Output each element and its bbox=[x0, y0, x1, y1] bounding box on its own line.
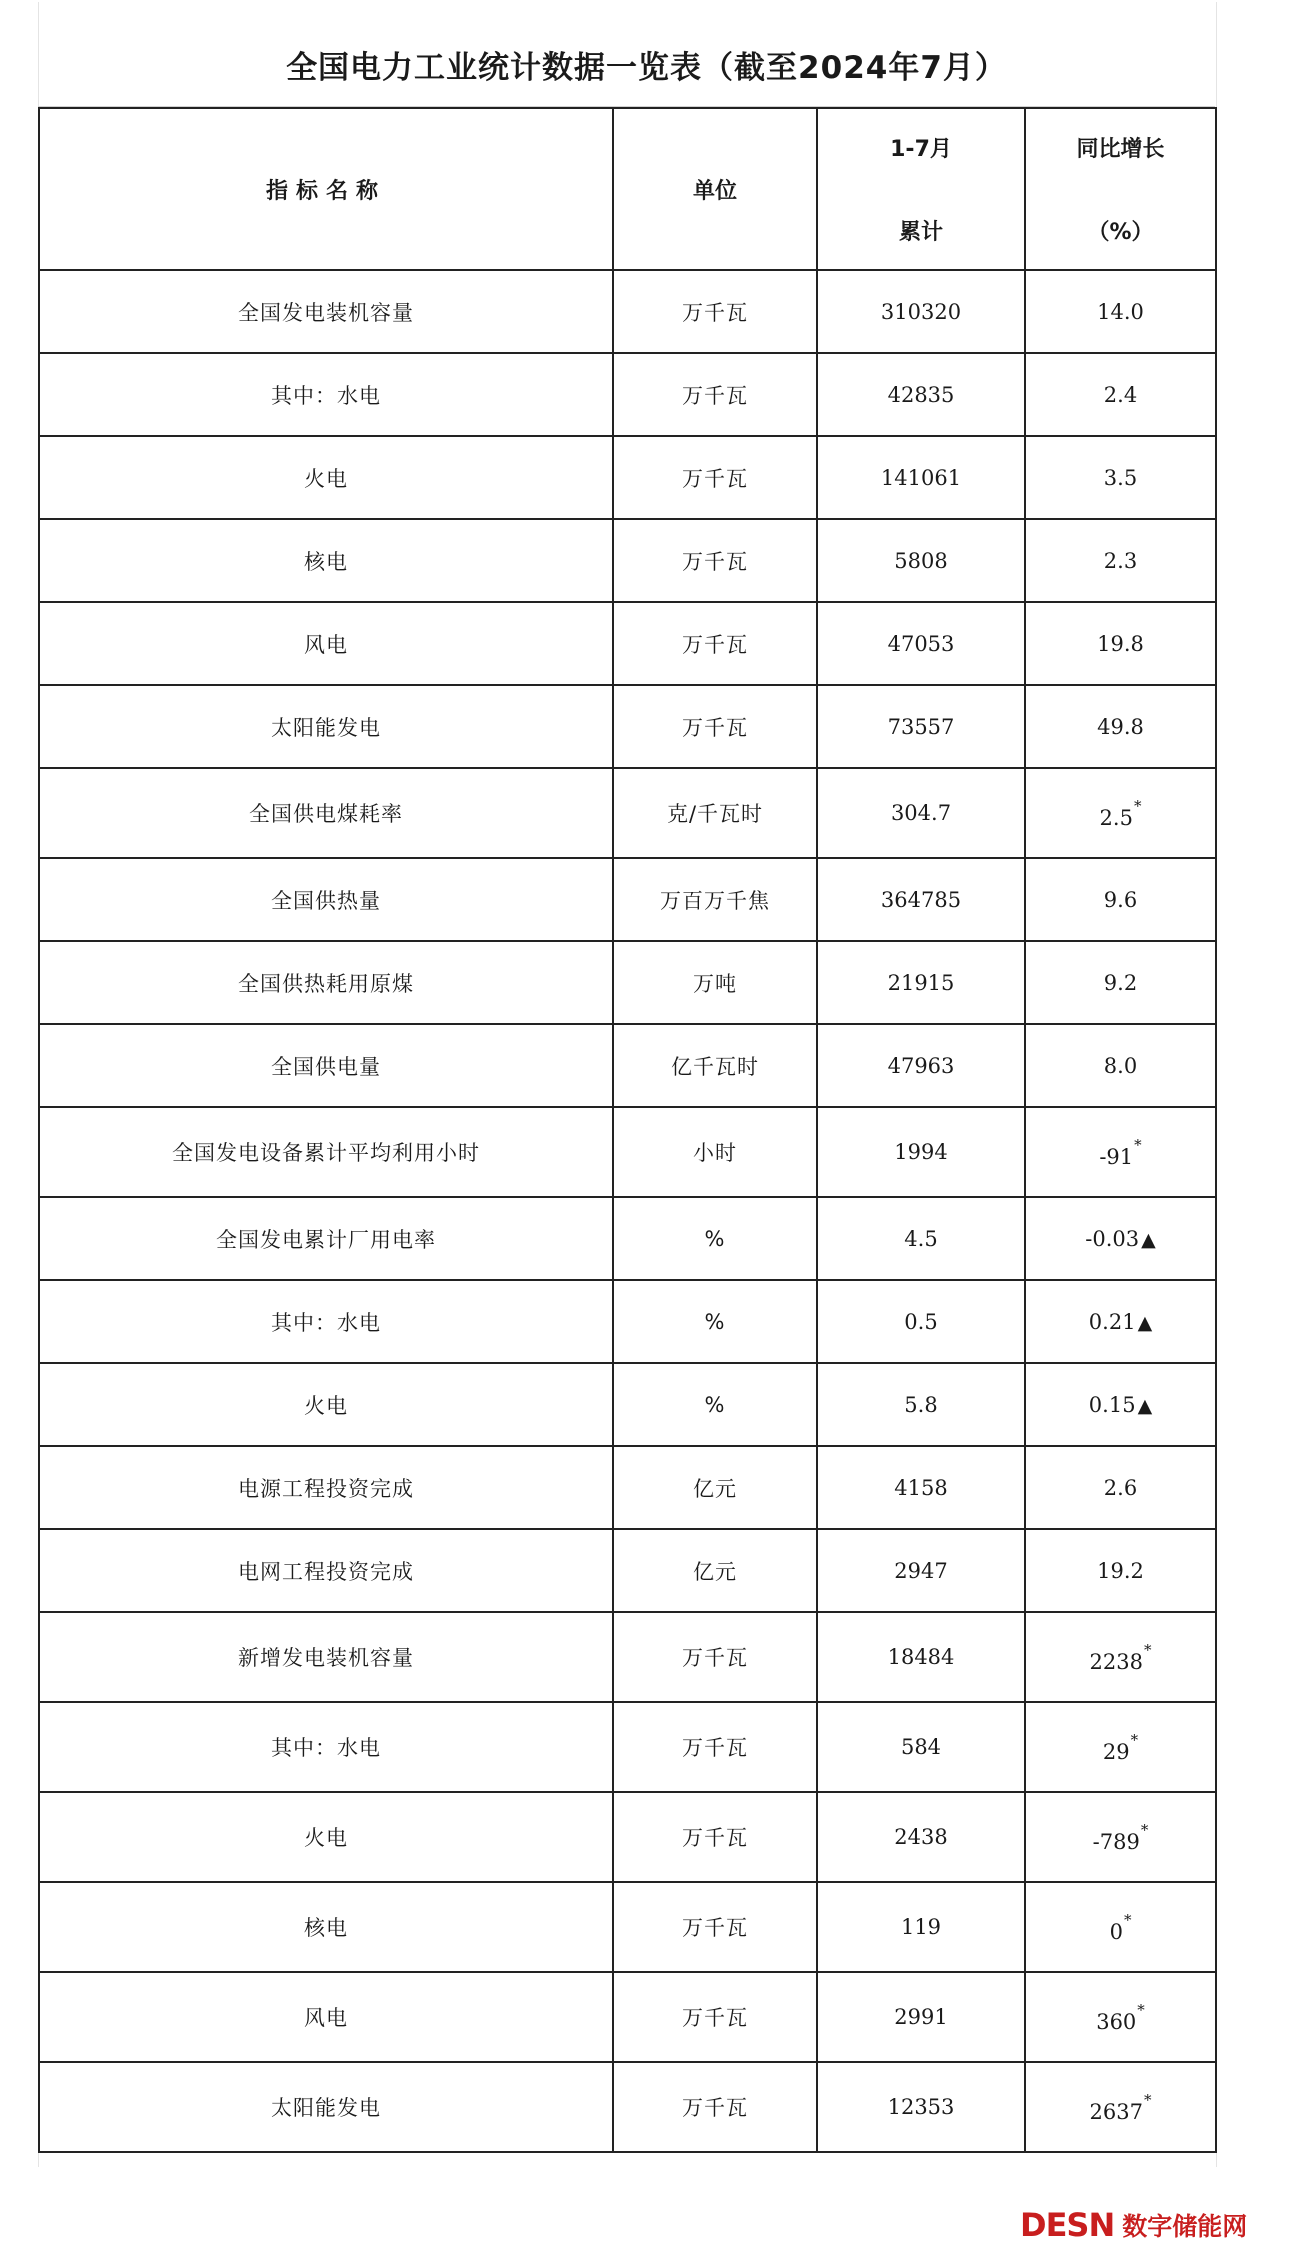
cumulative-value-cell: 47963 bbox=[817, 1024, 1025, 1107]
header-cumulative-period: 1-7月 bbox=[890, 137, 952, 162]
yoy-value: 2.4 bbox=[1103, 382, 1138, 407]
cumulative-value-cell: 18484 bbox=[817, 1612, 1025, 1702]
table-row bbox=[39, 685, 1216, 768]
yoy-value: 2.5 bbox=[1099, 805, 1133, 830]
cumulative-value-cell: 2438 bbox=[817, 1792, 1025, 1882]
cumulative-value-cell: 73557 bbox=[817, 685, 1025, 768]
header-yoy-label: 同比增长 bbox=[1076, 137, 1165, 162]
unit-cell: 亿元 bbox=[613, 1529, 817, 1612]
statistics-table bbox=[38, 107, 1217, 2153]
asterisk-note-mark: * bbox=[1130, 1730, 1139, 1749]
cumulative-value-cell: 47053 bbox=[817, 602, 1025, 685]
indicator-name-cell: 核电 bbox=[39, 519, 613, 602]
yoy-growth-cell bbox=[1025, 1363, 1216, 1446]
indicator-name-cell: 其中：水电 bbox=[39, 1702, 613, 1792]
header-cumulative-label: 累计 bbox=[898, 220, 943, 245]
header-yoy bbox=[1025, 108, 1216, 270]
asterisk-note-mark: * bbox=[1133, 796, 1142, 815]
indicator-name-cell: 风电 bbox=[39, 602, 613, 685]
indicator-name-cell: 全国供电煤耗率 bbox=[39, 768, 613, 858]
yoy-value: -91 bbox=[1099, 1144, 1134, 1169]
asterisk-note-mark: * bbox=[1134, 1135, 1142, 1154]
logo-text: 数字储能网 bbox=[1122, 2212, 1248, 2241]
yoy-growth-cell bbox=[1025, 1972, 1216, 2062]
table-row bbox=[39, 941, 1216, 1024]
indicator-name-cell: 核电 bbox=[39, 1882, 613, 1972]
table-header-row bbox=[39, 108, 1216, 270]
table-row bbox=[39, 768, 1216, 858]
unit-cell: 万千瓦 bbox=[613, 2062, 817, 2152]
table-row bbox=[39, 1363, 1216, 1446]
indicator-name-cell: 其中：水电 bbox=[39, 353, 613, 436]
table-row bbox=[39, 1280, 1216, 1363]
unit-cell: 万千瓦 bbox=[613, 270, 817, 353]
table-row bbox=[39, 1882, 1216, 1972]
indicator-name-cell: 全国发电累计厂用电率 bbox=[39, 1197, 613, 1280]
table-row bbox=[39, 519, 1216, 602]
cumulative-value-cell: 119 bbox=[817, 1882, 1025, 1972]
yoy-growth-cell bbox=[1025, 1107, 1216, 1197]
indicator-name-cell: 其中：水电 bbox=[39, 1280, 613, 1363]
yoy-value: 19.8 bbox=[1097, 631, 1144, 656]
unit-cell: 克/千瓦时 bbox=[613, 768, 817, 858]
table-row bbox=[39, 1972, 1216, 2062]
cumulative-value-cell: 304.7 bbox=[817, 768, 1025, 858]
yoy-growth-cell bbox=[1025, 1792, 1216, 1882]
table-row bbox=[39, 1107, 1216, 1197]
table-row bbox=[39, 1024, 1216, 1107]
yoy-growth-cell bbox=[1025, 1882, 1216, 1972]
logo-mark: DESN bbox=[1020, 2206, 1115, 2244]
yoy-value: 2.6 bbox=[1103, 1475, 1138, 1500]
indicator-name-cell: 风电 bbox=[39, 1972, 613, 2062]
cumulative-value-cell: 141061 bbox=[817, 436, 1025, 519]
unit-cell: 亿元 bbox=[613, 1446, 817, 1529]
cumulative-value-cell: 4158 bbox=[817, 1446, 1025, 1529]
cumulative-value-cell: 2991 bbox=[817, 1972, 1025, 2062]
triangle-note-mark: ▲ bbox=[1141, 1228, 1156, 1251]
unit-cell: % bbox=[613, 1363, 817, 1446]
cumulative-value-cell: 364785 bbox=[817, 858, 1025, 941]
yoy-growth-cell bbox=[1025, 1446, 1216, 1529]
yoy-value: -789 bbox=[1092, 1829, 1140, 1854]
cumulative-value-cell: 12353 bbox=[817, 2062, 1025, 2152]
page-title: 全国电力工业统计数据一览表（截至2024年7月） bbox=[286, 50, 1007, 86]
unit-cell: 万吨 bbox=[613, 941, 817, 1024]
cumulative-value-cell: 310320 bbox=[817, 270, 1025, 353]
indicator-name-cell: 电源工程投资完成 bbox=[39, 1446, 613, 1529]
indicator-name-cell: 全国供热量 bbox=[39, 858, 613, 941]
yoy-growth-cell bbox=[1025, 2062, 1216, 2152]
table-row bbox=[39, 2062, 1216, 2152]
unit-cell: 亿千瓦时 bbox=[613, 1024, 817, 1107]
yoy-value: 2238 bbox=[1089, 1649, 1143, 1674]
cumulative-value-cell: 21915 bbox=[817, 941, 1025, 1024]
yoy-value: 360 bbox=[1096, 2009, 1137, 2034]
yoy-value: 2637 bbox=[1089, 2099, 1143, 2124]
table-row bbox=[39, 1197, 1216, 1280]
unit-cell: 小时 bbox=[613, 1107, 817, 1197]
header-cumulative bbox=[817, 108, 1025, 270]
unit-cell: 万千瓦 bbox=[613, 1972, 817, 2062]
yoy-value: 49.8 bbox=[1097, 714, 1144, 739]
unit-cell: 万千瓦 bbox=[613, 353, 817, 436]
yoy-value: 9.2 bbox=[1103, 970, 1138, 995]
indicator-name-cell: 全国供电量 bbox=[39, 1024, 613, 1107]
indicator-name-cell: 电网工程投资完成 bbox=[39, 1529, 613, 1612]
yoy-growth-cell bbox=[1025, 1612, 1216, 1702]
yoy-growth-cell bbox=[1025, 1197, 1216, 1280]
indicator-name-cell: 火电 bbox=[39, 436, 613, 519]
yoy-value: -0.03 bbox=[1085, 1226, 1140, 1251]
table-row bbox=[39, 1612, 1216, 1702]
indicator-name-cell: 火电 bbox=[39, 1792, 613, 1882]
yoy-growth-cell bbox=[1025, 436, 1216, 519]
table-body bbox=[39, 270, 1216, 2152]
yoy-value: 29 bbox=[1102, 1739, 1130, 1764]
cumulative-value-cell: 4.5 bbox=[817, 1197, 1025, 1280]
yoy-growth-cell bbox=[1025, 941, 1216, 1024]
indicator-name-cell: 太阳能发电 bbox=[39, 2062, 613, 2152]
unit-cell: % bbox=[613, 1197, 817, 1280]
indicator-name-cell: 火电 bbox=[39, 1363, 613, 1446]
yoy-value: 0.15 bbox=[1088, 1392, 1136, 1417]
unit-cell: 万千瓦 bbox=[613, 436, 817, 519]
yoy-value: 0.21 bbox=[1088, 1309, 1136, 1334]
cumulative-value-cell: 584 bbox=[817, 1702, 1025, 1792]
cumulative-value-cell: 0.5 bbox=[817, 1280, 1025, 1363]
cumulative-value-cell: 5808 bbox=[817, 519, 1025, 602]
unit-cell: 万千瓦 bbox=[613, 685, 817, 768]
asterisk-note-mark: * bbox=[1143, 1640, 1152, 1659]
header-indicator-name: 指标名称 bbox=[39, 108, 613, 270]
yoy-growth-cell bbox=[1025, 768, 1216, 858]
asterisk-note-mark: * bbox=[1123, 1910, 1132, 1929]
triangle-note-mark: ▲ bbox=[1137, 1394, 1153, 1417]
yoy-growth-cell bbox=[1025, 685, 1216, 768]
unit-cell: 万千瓦 bbox=[613, 1882, 817, 1972]
indicator-name-cell: 全国供热耗用原煤 bbox=[39, 941, 613, 1024]
yoy-growth-cell bbox=[1025, 858, 1216, 941]
unit-cell: 万千瓦 bbox=[613, 602, 817, 685]
yoy-value: 3.5 bbox=[1103, 465, 1138, 490]
yoy-value: 14.0 bbox=[1097, 299, 1144, 324]
table-row bbox=[39, 858, 1216, 941]
table-row bbox=[39, 1529, 1216, 1612]
yoy-growth-cell bbox=[1025, 1702, 1216, 1792]
table-row bbox=[39, 1792, 1216, 1882]
yoy-value: 2.3 bbox=[1103, 548, 1138, 573]
unit-cell: 万千瓦 bbox=[613, 1612, 817, 1702]
yoy-growth-cell bbox=[1025, 1024, 1216, 1107]
indicator-name-cell: 新增发电装机容量 bbox=[39, 1612, 613, 1702]
unit-cell: 万千瓦 bbox=[613, 519, 817, 602]
yoy-growth-cell bbox=[1025, 1280, 1216, 1363]
table-row bbox=[39, 353, 1216, 436]
yoy-growth-cell bbox=[1025, 519, 1216, 602]
unit-cell: 万千瓦 bbox=[613, 1792, 817, 1882]
yoy-growth-cell bbox=[1025, 602, 1216, 685]
asterisk-note-mark: * bbox=[1140, 1820, 1149, 1839]
triangle-note-mark: ▲ bbox=[1137, 1311, 1153, 1334]
yoy-value: 8.0 bbox=[1103, 1053, 1138, 1078]
table-row bbox=[39, 436, 1216, 519]
unit-cell: 万千瓦 bbox=[613, 1702, 817, 1792]
unit-cell: % bbox=[613, 1280, 817, 1363]
yoy-growth-cell bbox=[1025, 353, 1216, 436]
indicator-name-cell: 全国发电设备累计平均利用小时 bbox=[39, 1107, 613, 1197]
cumulative-value-cell: 1994 bbox=[817, 1107, 1025, 1197]
cumulative-value-cell: 42835 bbox=[817, 353, 1025, 436]
table-row bbox=[39, 1446, 1216, 1529]
cumulative-value-cell: 2947 bbox=[817, 1529, 1025, 1612]
watermark-logo bbox=[1020, 2205, 1247, 2245]
yoy-value: 9.6 bbox=[1103, 887, 1138, 912]
asterisk-note-mark: * bbox=[1143, 2090, 1152, 2109]
table-row bbox=[39, 602, 1216, 685]
indicator-name-cell: 太阳能发电 bbox=[39, 685, 613, 768]
header-unit: 单位 bbox=[613, 108, 817, 270]
yoy-value: 0 bbox=[1109, 1919, 1123, 1944]
yoy-growth-cell bbox=[1025, 270, 1216, 353]
unit-cell: 万百万千焦 bbox=[613, 858, 817, 941]
yoy-growth-cell bbox=[1025, 1529, 1216, 1612]
indicator-name-cell: 全国发电装机容量 bbox=[39, 270, 613, 353]
header-yoy-unit: （%） bbox=[1087, 220, 1154, 245]
table-row bbox=[39, 270, 1216, 353]
asterisk-note-mark: * bbox=[1137, 2000, 1145, 2019]
yoy-value: 19.2 bbox=[1097, 1558, 1144, 1583]
cumulative-value-cell: 5.8 bbox=[817, 1363, 1025, 1446]
table-row bbox=[39, 1702, 1216, 1792]
